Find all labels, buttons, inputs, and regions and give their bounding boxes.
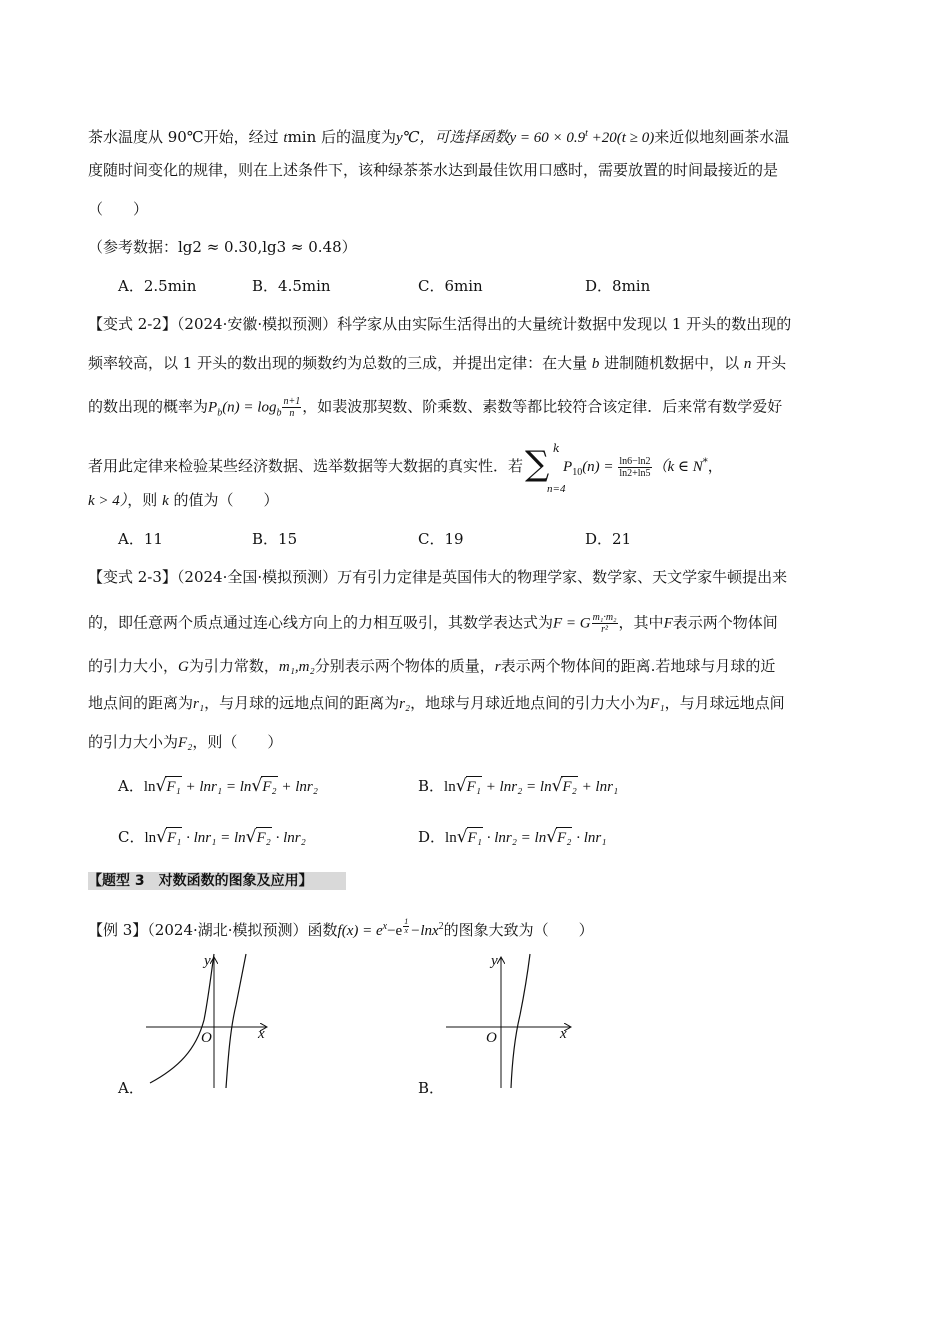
option-expr: · lnr₂ = ln	[482, 830, 547, 846]
option-expr: ln	[444, 779, 456, 795]
q2-var-b: b	[591, 356, 600, 372]
q2-text: 进制随机数据中，以	[599, 354, 744, 372]
example3-formula-sup: x	[382, 921, 388, 932]
option-expr: ln	[144, 830, 157, 846]
q3-line-3	[88, 656, 775, 677]
option-expr: + lnr₂ = ln	[481, 779, 552, 795]
q2-line-2	[88, 353, 786, 374]
q2-text: ，则	[127, 491, 163, 509]
example3-text: 的图象大致为（ ）	[443, 921, 594, 939]
q3-text: 的引力大小为	[88, 733, 179, 751]
origin-label: O	[201, 1030, 212, 1046]
q2-text: 者用此定律来检验某些经济数据、选举数据等大数据的真实性．若	[88, 457, 524, 475]
q2-text: ，如裴波那契数、阶乘数、素数等都比较符合该定律．后来常有数学爱好	[302, 397, 783, 416]
option-expr: F₁	[166, 827, 182, 848]
q3-option-b[interactable]: B．ln√F₁ + lnr₂ = ln√F₂ + lnr₁	[418, 776, 619, 796]
q3-frac-den: r²	[601, 624, 609, 635]
curve-right	[226, 954, 246, 1088]
option-expr: + lnr₂	[277, 779, 318, 795]
q2-sum-symbol: ∑ k n=4	[523, 443, 563, 483]
q3-var: r₁	[193, 696, 205, 712]
q3-var: r	[494, 659, 501, 675]
q2-formula: P	[208, 399, 218, 416]
option-expr: F₂	[556, 827, 572, 848]
q3-fraction	[592, 612, 618, 635]
curve	[511, 954, 530, 1088]
q3-var: G	[178, 659, 189, 675]
q3-text: 为引力常数，	[188, 657, 279, 675]
example3-formula: f(x) = e	[337, 923, 383, 939]
q3-var: F₂	[178, 735, 193, 751]
q1-option-d[interactable]: D．8min	[585, 277, 651, 295]
q2-option-c[interactable]: C．19	[418, 530, 464, 548]
example3-sup-num: 1	[404, 917, 409, 926]
q1-formula: y = 60 × 0.9	[509, 130, 586, 146]
graph-b-label: B．	[418, 1079, 445, 1097]
example3-line	[88, 917, 594, 941]
q2-option-b[interactable]: B．15	[252, 530, 298, 548]
q3-line-4	[88, 693, 785, 714]
curve-left	[150, 954, 214, 1083]
graph-a-label: A．	[118, 1079, 144, 1097]
q2-line-4	[88, 442, 723, 495]
q2-fraction	[618, 456, 651, 479]
q1-line-1	[88, 124, 789, 148]
example3-sup-den: x	[404, 926, 408, 935]
q2-line-1: 【变式 2-2】（2024·安徽·模拟预测）科学家从由实际生活得出的大量统计数据中发现以 1 开头的数出现的	[88, 315, 792, 333]
q3-text: ，与月球的远地点间的距离为	[204, 694, 400, 712]
q3-text: ，其中	[618, 613, 664, 632]
option-label: B．	[418, 777, 445, 795]
q1-text: min 后的温度为	[287, 128, 397, 146]
q2-var-n: n	[743, 356, 752, 372]
q2-formula: (n) = log	[222, 399, 277, 416]
q1-line-4: （参考数据：lg2 ≈ 0.30,lg3 ≈ 0.48）	[88, 238, 357, 256]
y-axis-label: y	[204, 953, 211, 969]
q1-text: 来近似地刻画茶水温	[654, 128, 790, 146]
q2-formula: P	[563, 459, 573, 475]
q3-line-1: 【变式 2-3】（2024·全国·模拟预测）万有引力定律是英国伟大的物理学家、数学家、天文学家牛顿提出来	[88, 568, 788, 586]
origin-label: O	[486, 1030, 497, 1046]
q2-option-a[interactable]: A．11	[118, 530, 163, 548]
x-axis-label: x	[258, 1026, 265, 1042]
q1-line-3: （ ）	[88, 200, 149, 218]
q2-formula: （k ∈ N	[652, 459, 703, 475]
graph-option-a[interactable]	[118, 950, 278, 1095]
q2-fraction	[282, 396, 301, 419]
q2-formula-sup: *	[702, 457, 708, 468]
q2-text: ，	[707, 457, 723, 475]
q3-text: 地点间的距离为	[88, 694, 194, 712]
q1-option-b[interactable]: B．4.5min	[252, 277, 331, 295]
q2-frac-den: n	[289, 408, 295, 419]
option-expr: F₁	[467, 827, 483, 848]
option-expr: F₂	[261, 776, 277, 797]
q2-text: 开头	[751, 354, 787, 372]
q2-sum-upper: k	[553, 442, 560, 455]
q1-formula: +20(t ≥ 0)	[587, 130, 655, 146]
option-label: A．	[118, 777, 144, 795]
example3-text: 【例 3】（2024·湖北·模拟预测）函数	[88, 921, 338, 939]
q2-text: 的值为（ ）	[168, 491, 279, 509]
option-expr: F₂	[256, 827, 272, 848]
q1-text: 茶水温度从 90℃开始，经过	[88, 128, 284, 146]
q3-text: 表示两个物体间的距离.若地球与月球的近	[500, 657, 776, 675]
q2-var-k: k	[162, 493, 169, 509]
q3-option-a[interactable]: A．ln√F₁ + lnr₁ = ln√F₂ + lnr₂	[118, 776, 318, 796]
option-expr: F₁	[165, 776, 181, 797]
example3-formula: −e	[387, 923, 403, 939]
q1-option-a[interactable]: A．2.5min	[118, 277, 197, 295]
q3-var: m₁,m₂	[278, 659, 315, 675]
example3-formula-sup: 2	[438, 921, 444, 932]
q3-text: ，与月球远地点间	[664, 694, 785, 712]
q3-line-5	[88, 732, 282, 753]
q3-text: ，地球与月球近地点间的引力大小为	[410, 694, 651, 712]
option-expr: + lnr₁ = ln	[181, 779, 252, 795]
example3-formula: −lnx	[410, 923, 439, 939]
q2-formula-sub: b	[276, 407, 282, 419]
q2-formula-sub: b	[217, 407, 223, 419]
graph-option-b[interactable]	[418, 950, 578, 1095]
option-expr: F₂	[561, 776, 577, 797]
q3-text: 分别表示两个物体的质量，	[314, 657, 495, 675]
y-axis-label: y	[491, 953, 498, 969]
q2-line-3	[88, 396, 782, 424]
q2-frac-den: ln2+ln5	[619, 467, 651, 479]
q3-var: F	[663, 615, 673, 632]
q1-option-c[interactable]: C．6min	[418, 277, 483, 295]
option-expr: ln	[143, 779, 156, 795]
option-label: D．	[418, 828, 446, 846]
option-expr: · lnr₁ = ln	[182, 830, 246, 846]
q3-var: F₁	[650, 696, 665, 712]
q3-text: ，则（ ）	[192, 733, 283, 751]
q3-var: r₂	[399, 696, 411, 712]
option-expr: · lnr₂	[271, 830, 306, 846]
q3-text: 表示两个物体间	[672, 613, 778, 632]
q3-text: 的，即任意两个质点通过连心线方向上的力相互吸引，其数学表达式为	[88, 613, 554, 632]
q2-text: 的数出现的概率为	[88, 397, 209, 416]
q3-formula: F = G	[553, 615, 591, 632]
q2-formula-sub: 10	[572, 467, 583, 478]
q3-line-2	[88, 612, 778, 635]
q1-text: y℃，可选择函数	[396, 130, 510, 146]
q3-frac-num: m₁·m₂	[592, 612, 617, 623]
option-expr: + lnr₁	[577, 779, 619, 795]
q2-formula: k > 4）	[88, 493, 128, 509]
section-heading: 【题型 3 对数函数的图象及应用】	[88, 872, 346, 890]
graph-a-svg	[118, 950, 278, 1095]
q1-line-2: 度随时间变化的规律，则在上述条件下，该种绿茶茶水达到最佳饮用口感时，需要放置的时间最接近的是	[88, 161, 779, 179]
q2-text: 频率较高，以 1 开头的数出现的频数约为总数的三成，并提出定律：在大量	[88, 354, 592, 372]
q3-option-c[interactable]: C．ln√F₁ · lnr₁ = ln√F₂ · lnr₂	[118, 827, 306, 847]
q1-formula-exp: t	[585, 128, 588, 139]
q2-sum-lower: n=4	[547, 483, 566, 495]
option-expr: F₁	[466, 776, 482, 797]
q2-formula: (n) =	[582, 459, 618, 475]
option-expr: ln	[445, 830, 457, 846]
q3-text: 的引力大小，	[88, 657, 179, 675]
q2-frac-num: n+1	[283, 396, 301, 407]
q1-var-t: t	[283, 130, 288, 146]
option-label: C．	[118, 828, 145, 846]
graph-b-svg	[418, 950, 578, 1095]
q2-line-5	[88, 490, 279, 511]
q2-option-d[interactable]: D．21	[585, 530, 632, 548]
q3-option-d[interactable]: D．ln√F₁ · lnr₂ = ln√F₂ · lnr₁	[418, 827, 607, 847]
x-axis-label: x	[560, 1026, 567, 1042]
option-expr: · lnr₁	[572, 830, 607, 846]
q2-frac-num: ln6−ln2	[619, 455, 651, 467]
